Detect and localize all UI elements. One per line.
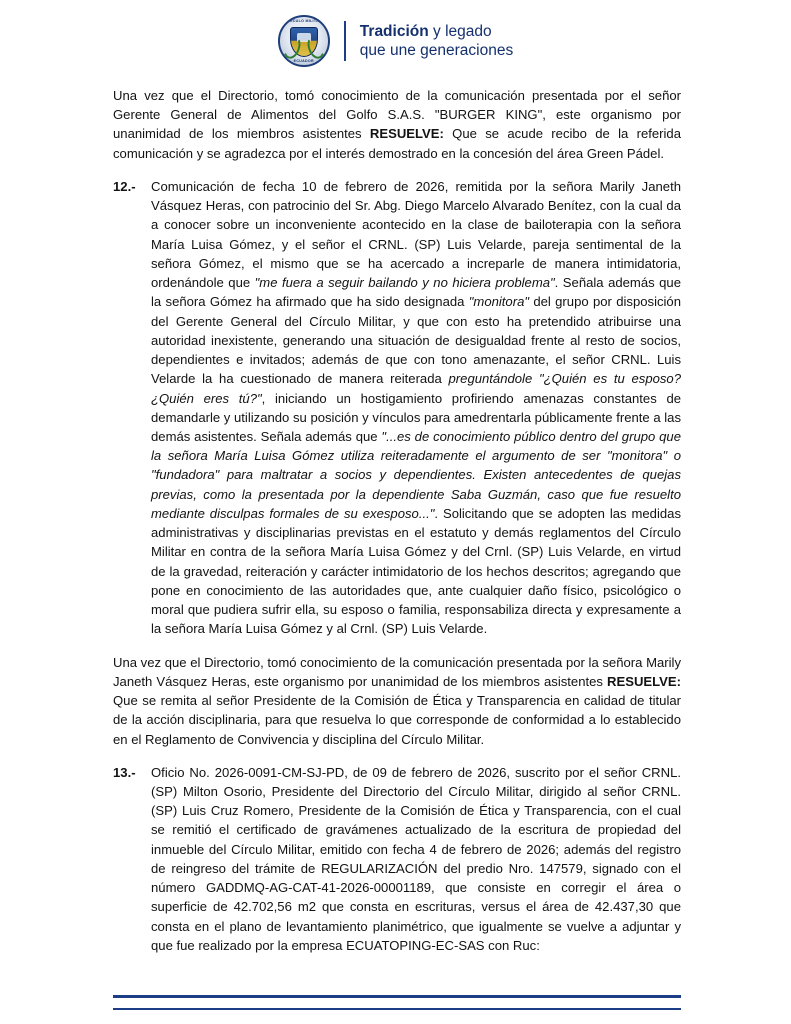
paragraph-1-part-2: Que se acude recibo de la referida comunicación y se agradezca por el interés demostrado en la concesión del área Green Pádel. bbox=[113, 126, 681, 161]
item-12-t4: , iniciando un hostigamiento profiriendo amenazas constantes de demandarle y utilizando su posición y vínculos para amedrentarla públicamente frente a las demás asistentes. Señala además que bbox=[151, 390, 682, 444]
header-divider bbox=[344, 21, 346, 61]
item-12-quote-1: "me fuera a seguir bailando y no hiciera problema" bbox=[254, 275, 555, 291]
circulo-militar-crest-icon bbox=[278, 15, 330, 67]
item-12-t1: Comunicación de fecha 10 de febrero de 2026, remitida por la señora Marily Janeth Vásquez Heras, con patrocinio del Sr. Abg. Diego Marcelo Alvarado Benítez, con la cual da a conocer sobre un inconveniente acontecido en la clase de bailoterapia con la señora María Luisa Gómez, y el señor el CRNL. (SP) Luis Velarde, pareja sentimental de la señora Gómez, el mismo que se ha acercado a increparle de manera intimidatoria, ordenándole que bbox=[151, 178, 681, 291]
crest-bottom-text: ECUADOR bbox=[293, 59, 314, 63]
item-12-text bbox=[151, 177, 681, 639]
footer-rule-top bbox=[113, 995, 681, 998]
paragraph-resolution-vasquez bbox=[113, 653, 681, 749]
header-slogan-strong: Tradición bbox=[359, 22, 429, 40]
item-12-t3: del grupo por disposición del Gerente General del Círculo Militar, y que con esto ha pretendido atribuirse una autoridad inexistente, generando una situación de desigualdad frente al resto de socios, dependientes e invitados; además de que con tono amenazante, el señor CRNL. Luis Velarde la ha cuestionado de manera reiterada bbox=[151, 294, 681, 387]
item-12-number: 12.- bbox=[113, 178, 136, 194]
numbered-item-13 bbox=[113, 763, 681, 955]
item-12-t5: . Solicitando que se adopten las medidas administrativas y disciplinarias previstas en el estatuto y demás reglamentos del Círculo Militar en contra de la señora María Luisa Gómez y del Crnl. (SP) Luis Velarde, en virtud de la gravedad, reiteración y carácter intimidatorio de los hechos descritos; agregando que pone en conocimiento de las autoridades que, ante cualquier daño físico, psicológico o moral que pudiera sufrir ella, su esposo o familia, responsabiliza directa y expresamente a la señora María Luisa Gómez y al Crnl. (SP) Luis Velarde. bbox=[151, 505, 681, 637]
numbered-item-12 bbox=[113, 177, 681, 639]
crest-laurel-right-icon bbox=[304, 33, 327, 61]
header-slogan-rest: y legado bbox=[428, 22, 492, 40]
paragraph-resolution-burger-king bbox=[113, 86, 681, 163]
item-12-t2: . Señala además que la señora Gómez ha afirmado que ha sido designada bbox=[151, 275, 681, 310]
paragraph-1-resuelve-label: RESUELVE: bbox=[369, 126, 444, 142]
document-body bbox=[113, 86, 681, 969]
header-slogan-line-2: que une generaciones bbox=[359, 42, 514, 59]
page-header bbox=[0, 10, 791, 72]
header-slogan bbox=[360, 22, 513, 61]
item-13-text: Oficio No. 2026-0091-CM-SJ-PD, de 09 de febrero de 2026, suscrito por el señor CRNL. (SP) Milton Osorio, Presidente del Directorio del Círculo Militar, dirigido al señor CRNL. (SP) Luis Cruz Romero, Presidente de la Comisión de Ética y Transparencia, con el cual se remitió el certificado de gravámenes actualizado de la escritura de propiedad del inmueble del Círculo Militar, emitido con fecha 4 de febrero de 2026; además del registro de reingreso del trámite de REGULARIZACIÓN del predio Nro. 147579, signado con el número GADDMQ-AG-CAT-41-2026-00001189, que consiste en corregir el área o superficie de 42.702,56 m2 que consta en escrituras, versus el área de 42.437,30 que consta en el plano de levantamiento planimétrico, que igualmente se vuelve a adjuntar y que fue realizado por la empresa ECUATOPING-EC-SAS con Ruc: bbox=[151, 764, 681, 953]
paragraph-2-part-1: Una vez que el Directorio, tomó conocimiento de la comunicación presentada por la señora Marily Janeth Vásquez Heras, este organismo por unanimidad de los miembros asistentes bbox=[113, 654, 681, 689]
paragraph-1-part-1: Una vez que el Directorio, tomó conocimiento de la comunicación presentada por el señor Gerente General de Alimentos del Golfo S.A.S. "BURGER KING", este organismo por unanimidad de los miembros asistentes bbox=[113, 88, 681, 142]
paragraph-2-part-2: Que se remita al señor Presidente de la Comisión de Ética y Transparencia en calidad de titular de la acción disciplinaria, para que resuelva lo que corresponde de conformidad a lo establecido en el Reglamento de Convivencia y disciplina del Círculo Militar. bbox=[113, 693, 681, 747]
item-13-number: 13.- bbox=[113, 764, 136, 780]
item-12-quote-2: "monitora" bbox=[468, 294, 530, 310]
paragraph-2-resuelve-label: RESUELVE: bbox=[607, 673, 681, 689]
header-slogan-line-1 bbox=[360, 22, 513, 41]
item-12-quote-4: "...es de conocimiento público dentro del grupo que la señora María Luisa Gómez utiliza reiteradamente el argumento de ser "monitora" o "fundadora" para maltratar a socios y dependientes. Existen antecedentes de quejas previas, como la presentada por la dependiente Saba Guzmán, caso que fue resuelto mediante disculpas formales de su exesposo..." bbox=[151, 428, 681, 521]
footer-rule-bottom bbox=[113, 1008, 681, 1010]
header-inner bbox=[278, 15, 513, 67]
crest-top-text: CIRCULO MILITAR bbox=[285, 19, 322, 23]
item-12-quote-3: preguntándole "¿Quién es tu esposo? ¿Quién eres tú?" bbox=[151, 371, 681, 406]
